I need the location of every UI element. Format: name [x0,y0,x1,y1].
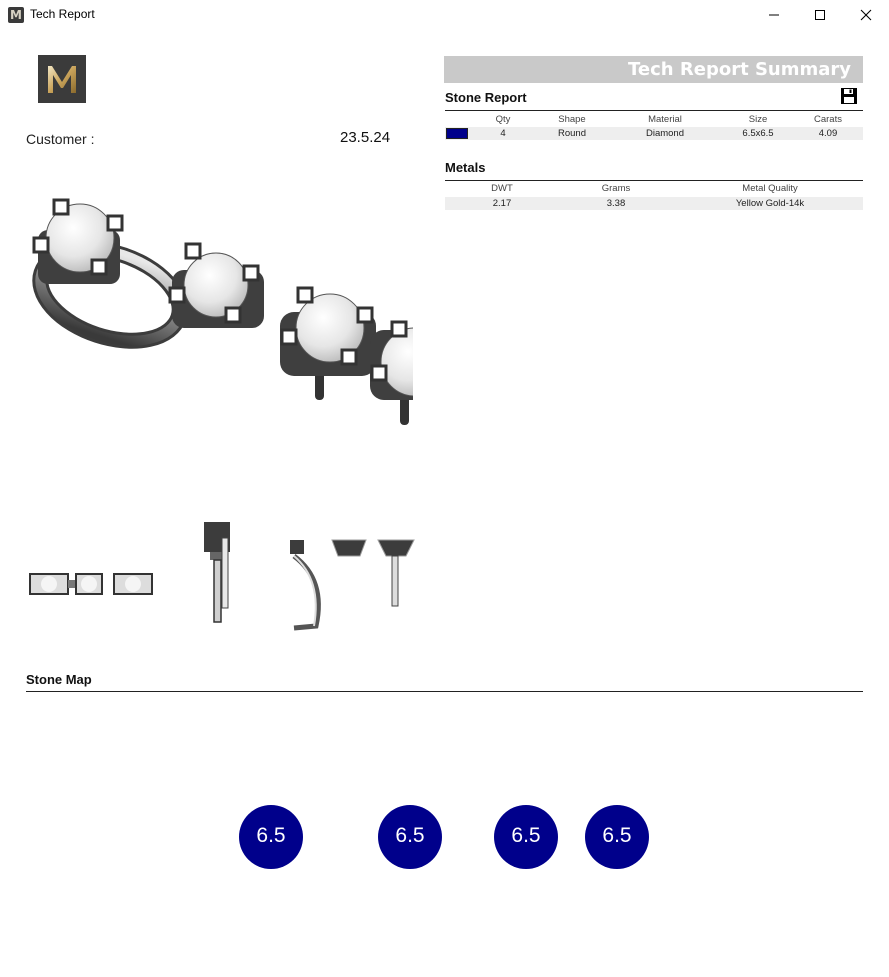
stone-map-stone[interactable]: 6.5 [494,805,558,869]
metal-quality: Yellow Gold-14k [735,198,805,209]
column-header: Size [748,114,768,125]
jewelry-render [30,180,413,435]
metals-divider [445,180,863,181]
stone-material: Diamond [645,128,685,139]
save-icon [840,87,858,105]
stone-size: 6.5x6.5 [742,128,774,139]
m-logo-icon [8,7,24,23]
metals-table [445,182,863,210]
stone-carats: 4.09 [818,128,838,139]
column-header: Carats [814,114,842,125]
column-header: Qty [495,114,511,125]
table-header [445,113,863,126]
orthographic-views [26,518,416,633]
stone-report-table [445,113,863,141]
table-row[interactable] [445,127,863,140]
close-icon [860,9,872,21]
column-header: Material [648,114,682,125]
stone-report-divider [445,110,863,111]
metal-grams: 3.38 [606,198,626,209]
column-header: Metal Quality [742,183,798,194]
stone-color-swatch [446,128,468,139]
column-header: Grams [601,183,631,194]
maximize-icon [814,9,826,21]
table-row[interactable] [445,197,863,210]
side-view [204,522,230,622]
stone-map-stone[interactable]: 6.5 [378,805,442,869]
save-button[interactable] [840,87,858,105]
stone-map-title: Stone Map [26,672,92,687]
customer-label: Customer : [26,131,95,147]
report-date: 23.5.24 [340,129,391,146]
stone-report-title: Stone Report [445,90,527,105]
close-button[interactable] [843,0,889,30]
top-view [30,574,152,594]
m-logo-icon [38,55,86,103]
company-logo [38,55,86,103]
column-header: DWT [491,183,513,194]
minimize-icon [768,9,780,21]
window-title: Tech Report [30,7,95,21]
front-view [290,540,414,628]
summary-title: Tech Report Summary [628,59,851,80]
metal-dwt: 2.17 [492,198,512,209]
stone-map-divider [26,691,863,692]
metals-title: Metals [445,160,486,175]
minimize-button[interactable] [751,0,797,30]
column-header: Shape [558,114,586,125]
summary-banner [444,56,863,83]
stone-shape: Round [558,128,586,139]
title-bar [0,0,889,30]
maximize-button[interactable] [797,0,843,30]
stone-map-stone[interactable]: 6.5 [585,805,649,869]
app-icon-letter: M [10,8,22,22]
table-header [445,182,863,195]
stone-map-stone[interactable]: 6.5 [239,805,303,869]
stone-qty: 4 [500,128,506,139]
